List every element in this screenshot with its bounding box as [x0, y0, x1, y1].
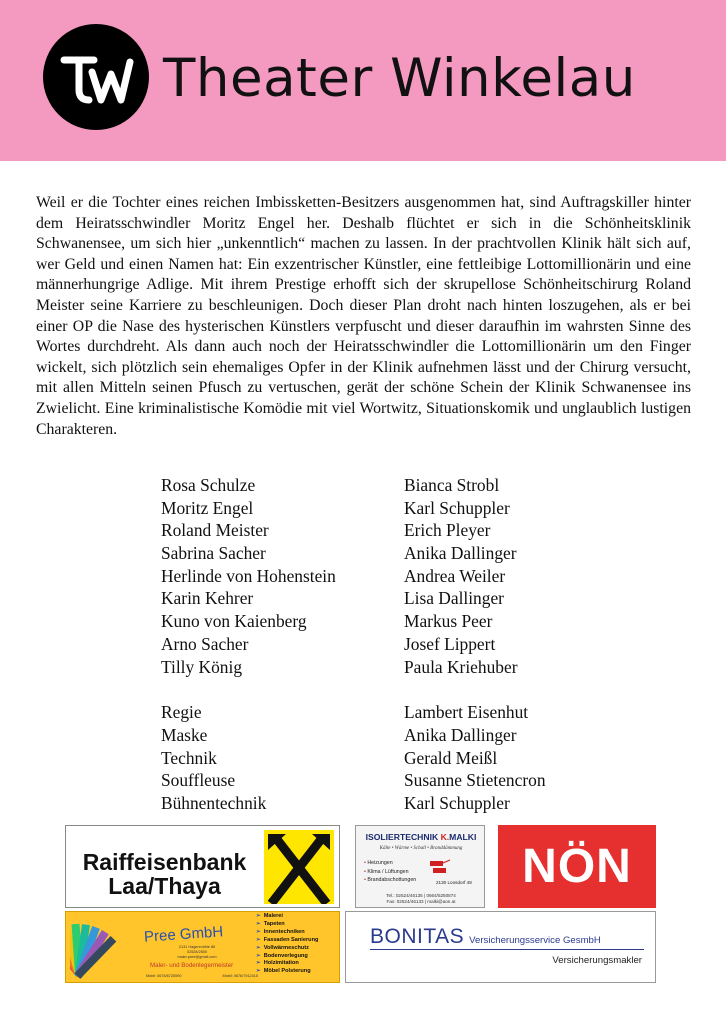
pree-service-item: ➢ Vollwärmeschutz [256, 944, 309, 951]
cast-actor: Andrea Weiler [404, 565, 506, 586]
pree-address-line: maler.pree@gmail.com [177, 954, 217, 959]
pree-service-item: ➢ Möbel Polsterung [256, 968, 311, 975]
cast-row [161, 610, 581, 633]
cast-actor: Markus Peer [404, 611, 493, 632]
cast-row [161, 497, 581, 520]
noen-logo: NÖN [522, 840, 632, 893]
pree-address-line: 2131 Hagenmühle 86 [178, 945, 216, 949]
cast-actor: Bianca Strobl [404, 475, 500, 495]
pree-trade: Maler- und Bodenlegermeister [150, 962, 234, 969]
sponsor-isoliertechnik [355, 825, 485, 908]
crew-row [161, 747, 581, 770]
isoliertechnik-contact [356, 893, 485, 905]
cast-actor: Erich Pleyer [404, 520, 491, 541]
crew-row [161, 792, 581, 815]
pree-service-item: ➢ Innentechniken [256, 928, 305, 935]
bonitas-brand: BONITAS [370, 925, 465, 948]
isoliertechnik-phone: Tel.: 02524/46135 | 0664/5250874 [386, 893, 456, 898]
isoliertechnik-subtitle: Kälte • Wärme • Schall • Branddämmung [379, 846, 463, 851]
isoliertechnik-services [364, 859, 416, 885]
tw-monogram-icon [43, 24, 149, 130]
cast-role: Kuno von Kaienberg [161, 611, 307, 632]
cast-actor: Lisa Dallinger [404, 588, 504, 609]
cast-role: Karin Kehrer [161, 588, 254, 609]
cast-row [161, 542, 581, 565]
pree-service-item: ➢ Fassaden Sanierung [256, 936, 319, 943]
crew-role: Bühnentechnik [161, 792, 267, 813]
crew-role: Maske [161, 724, 208, 745]
isoliertechnik-title-mark: K. [440, 832, 450, 842]
crew-person: Susanne Stietencron [404, 770, 546, 791]
pree-service-item: ➢ Tapeten [256, 920, 285, 927]
isoliertechnik-address: 2130 Loosdorf 48 [436, 880, 472, 885]
crew-person: Gerald Meißl [404, 747, 498, 768]
pree-mobile [146, 974, 258, 978]
cast-role: Herlinde von Hohenstein [161, 565, 336, 586]
pree-service-item: ➢ Malerei [256, 913, 283, 919]
cast-role: Tilly König [161, 656, 243, 677]
theater-name: Theater Winkelau [163, 48, 636, 109]
pree-mobile-left: Mobil: 0676/6725590 [146, 974, 182, 978]
cast-role: Rosa Schulze [161, 475, 256, 495]
crew-person: Lambert Eisenhut [404, 702, 529, 723]
play-description: Weil er die Tochter eines reichen Imbissketten-Besitzers ausgenommen hat, sind Auftragskiller hinter dem Heiratsschwindler Moritz Engel her. Deshalb flüchtet er sich in die Schönheitsklinik Schwanensee, um sich hier „unkenntlich“ machen zu lassen. In der prachtvollen Klinik hält sich auf, wer Geld und einen Namen hat: Ein exzentrischer Künstler, eine fettleibige Lottomillionärin und eine männerhungrige Adlige. Mit ihrem Prestige erhofft sich der skrupellose Schönheitschirurg Roland Meister seine Karriere zu beschleunigen. Doch dieser Plan droht nach hinten loszugehen, als er bei einer OP die Nase des hysterischen Künstlers verpfuscht und dieser daraufhin im wahrsten Sinne des Wortes durchdreht. Als dann auch noch der Heiratsschwindler die Lottomillionärin um den Finger wickelt, sich plötzlich sein ehemaliges Opfer in der Klinik aufnehmen lässt und der Chirurg versucht, mit allen Mitteln seinen Pfusch zu vertuschen, gerät der schöne Schein der Klinik Schwanensee ins Zwielicht. Eine kriminalistische Komödie mit viel Wortwitz, Situationskomik und unglaublich lustigen Charakteren. [36, 194, 691, 438]
sponsor-noen [498, 825, 656, 908]
isoliertechnik-title [356, 832, 485, 842]
cast-and-crew [161, 474, 581, 815]
isoliertechnik-fax: Fax: 02524/46133 | malki@aon.at [386, 899, 456, 904]
isoliertechnik-title-prefix: ISOLIERTECHNIK [365, 832, 441, 842]
cast-row [161, 587, 581, 610]
pree-address-line: 02528/2650 [186, 949, 208, 954]
crew-row [161, 724, 581, 747]
isoliertechnik-title-suffix: MALKI [449, 832, 477, 842]
cast-row [161, 474, 581, 497]
raiffeisen-name [72, 850, 257, 898]
raiffeisen-line1: Raiffeisenbank [82, 849, 247, 875]
bonitas-heading [370, 925, 601, 949]
service-item: • Klima / Lüftungen [364, 868, 409, 875]
pree-address [162, 945, 232, 959]
isoliertechnik-logo-icon [429, 859, 451, 875]
cast-row [161, 633, 581, 656]
cast-role: Moritz Engel [161, 497, 254, 518]
pree-mobile-right: Mobil: 0676/7912415 [222, 974, 258, 978]
service-item: • Heizungen [364, 860, 393, 866]
bonitas-divider [370, 949, 644, 950]
theater-logo [43, 24, 149, 130]
sponsor-bonitas [345, 911, 656, 983]
pree-company-name: Pree GmbH [143, 923, 224, 946]
cast-actor: Paula Kriehuber [404, 656, 518, 677]
crew-role: Technik [161, 747, 217, 768]
cast-actor: Anika Dallinger [404, 543, 517, 564]
cast-actor: Karl Schuppler [404, 497, 510, 518]
sponsor-pree [65, 911, 340, 983]
cast-role: Arno Sacher [161, 633, 249, 654]
pree-service-item: ➢ Bodenverlegung [256, 952, 308, 959]
bonitas-tagline: Versicherungsmakler [552, 955, 642, 966]
crew-person: Anika Dallinger [404, 724, 517, 745]
section-gap [161, 678, 581, 701]
cast-role: Roland Meister [161, 520, 269, 541]
crew-row [161, 701, 581, 724]
bonitas-subtitle: Versicherungsservice GesmbH [469, 935, 601, 946]
header-banner [0, 0, 726, 161]
raiffeisen-line2: Laa/Thaya [108, 873, 221, 899]
cast-actor: Josef Lippert [404, 633, 496, 654]
cast-row [161, 565, 581, 588]
color-fan-icon [70, 916, 140, 980]
cast-row [161, 656, 581, 679]
pree-services [256, 913, 318, 976]
raiffeisen-gable-icon [264, 830, 334, 904]
cast-role: Sabrina Sacher [161, 543, 266, 564]
crew-role: Regie [161, 702, 202, 723]
pree-service-item: ➢ Holzimitation [256, 960, 299, 967]
service-item: • Brandabschottungen [364, 877, 417, 883]
crew-role: Souffleuse [161, 770, 236, 791]
crew-row [161, 769, 581, 792]
sponsor-raiffeisenbank [65, 825, 340, 908]
crew-person: Karl Schuppler [404, 792, 510, 813]
cast-row [161, 519, 581, 542]
